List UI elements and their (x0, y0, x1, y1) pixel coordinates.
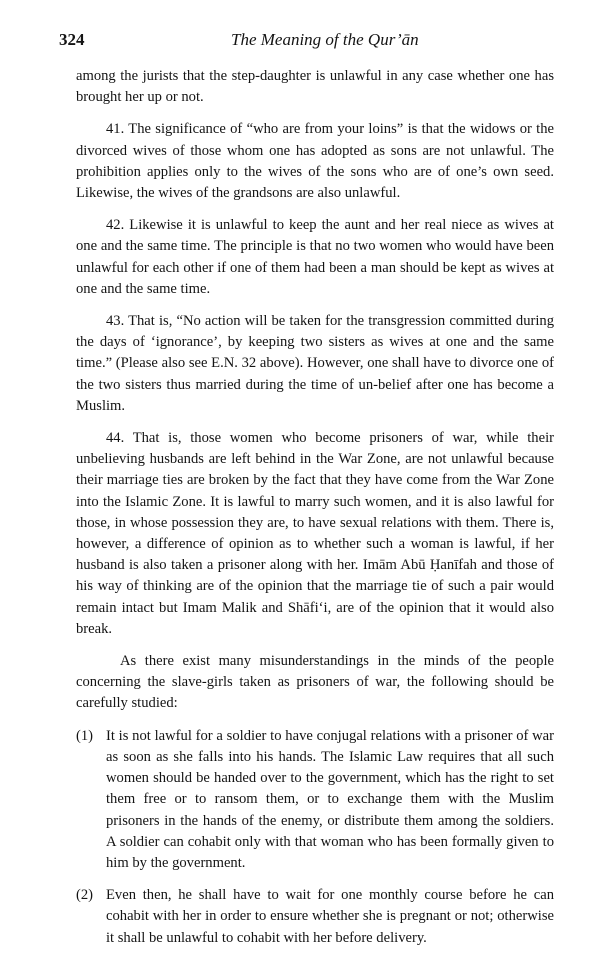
note-44-continuation: As there exist many misunderstandings in the minds of the people concerning the slave-girls taken as prisoners of war, the following should be carefully studied: (76, 653, 554, 712)
list-item (76, 885, 554, 949)
list-item-text: It is not lawful for a soldier to have conjugal relations with a prisoner of war as soon as she falls into his hands. The Islamic Law requires that all such women should be handed over to the government, which has the right to set them free or to ransom them, or to exchange them with the Muslim prisoners in the hands of the enemy, or distribute them among the soldiers. A soldier can cohabit only with that woman who has been formally given to him by the government. (106, 727, 554, 871)
page-body (76, 66, 554, 960)
list-item-text: Even then, he shall have to wait for one monthly course before he can cohabit with her in order to ensure whether she is pregnant or not; otherwise it shall be unlawful to cohabit with her before delivery. (106, 887, 554, 946)
paragraph-continuation: among the jurists that the step-daughter is unlawful in any case whether one has brought her up or not. (76, 68, 554, 106)
list-item (76, 726, 554, 874)
note-41: 41. The significance of “who are from your loins” is that the widows or the divorced wives of those whom one has adopted as sons are not unlawful. The prohibition applies only to the wives of the sons who are of one’s own seed. Likewise, the wives of the grandsons are also unlawful. (76, 121, 554, 202)
page-header (59, 30, 554, 54)
note-44: 44. That is, those women who become prisoners of war, while their unbelieving husbands are left behind in the War Zone, are not unlawful because their marriage ties are broken by the fact that they have come from the War Zone into the Islamic Zone. It is lawful to marry such women, and it is also lawful for those, in whose possession they are, to have sexual relations with them. There is, however, a difference of opinion as to whether such a woman is lawful, if her husband is also taken a prisoner along with her. Imām Abū Ḥanīfah and those of his way of thinking are of the opinion that the marriage tie of such a pair would remain intact but Imam Malik and Shāfi‘i, are of the opinion that it would also break. (76, 430, 554, 637)
list-marker: (2) (76, 887, 94, 904)
note-42: 42. Likewise it is unlawful to keep the aunt and her real niece as wives at one and the same time. The principle is that no two women who would have been unlawful for each other if one of them had been a man should be kept as wives at one and the same time. (76, 217, 554, 297)
note-43: 43. That is, “No action will be taken for the transgression committed during the days of ‘ignorance’, by keeping two sisters as wives at one and the same time.” (Please also see E.N. 32 above). However, one shall have to divorce one of the two sisters thus married during the time of un-belief after one has become a Muslim. (76, 313, 554, 414)
running-title: The Meaning of the Qur’ān (231, 30, 419, 49)
list-marker: (1) (76, 727, 94, 744)
page-number: 324 (59, 30, 85, 49)
